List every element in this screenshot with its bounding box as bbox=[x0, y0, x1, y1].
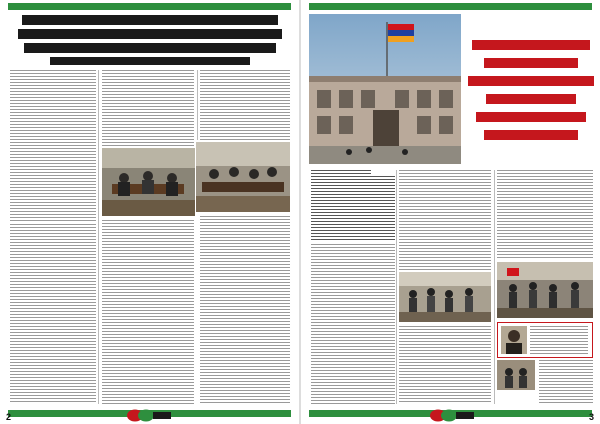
column-rule bbox=[98, 70, 99, 404]
right-page bbox=[301, 0, 600, 424]
newspaper-logo bbox=[126, 409, 172, 422]
photo-small bbox=[497, 360, 535, 390]
column-text bbox=[102, 70, 194, 146]
column-text bbox=[102, 220, 194, 404]
photo-meeting-room bbox=[102, 148, 195, 216]
info-box bbox=[497, 322, 593, 358]
column-text bbox=[539, 360, 593, 404]
column-text bbox=[399, 170, 491, 270]
column-text bbox=[10, 224, 96, 404]
right-headline bbox=[466, 38, 596, 161]
column-text bbox=[497, 170, 593, 258]
photo-people-hall bbox=[399, 272, 491, 322]
column-text bbox=[200, 70, 290, 140]
column-text bbox=[399, 326, 491, 404]
top-bar bbox=[8, 3, 291, 10]
photo-ceremony bbox=[497, 262, 593, 318]
top-bar bbox=[309, 3, 592, 10]
column-rule bbox=[494, 170, 495, 404]
column-text bbox=[10, 70, 96, 222]
photo-conference bbox=[196, 142, 290, 212]
column-text bbox=[200, 216, 290, 404]
headline-lines bbox=[10, 13, 290, 67]
photo-portrait bbox=[501, 326, 527, 354]
info-box-text bbox=[530, 326, 588, 354]
byline bbox=[311, 170, 371, 175]
page-number: 2 bbox=[6, 412, 12, 422]
column-rule bbox=[396, 170, 397, 404]
column-text bbox=[311, 244, 395, 404]
photo-building-flag bbox=[309, 14, 461, 164]
headline-lines bbox=[466, 38, 596, 156]
page-number: 3 bbox=[588, 412, 594, 422]
lead-text bbox=[311, 176, 395, 240]
left-headline bbox=[10, 13, 290, 71]
column-rule bbox=[197, 70, 198, 140]
newspaper-logo bbox=[429, 409, 475, 422]
left-page bbox=[0, 0, 299, 424]
